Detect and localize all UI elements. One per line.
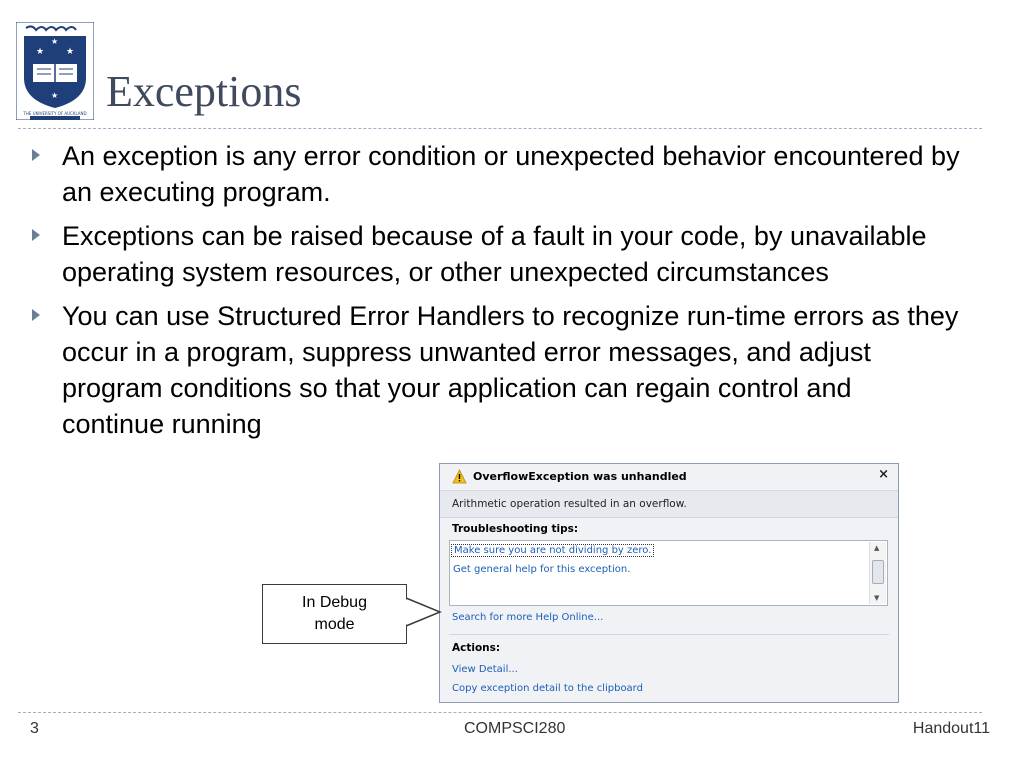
university-logo	[16, 22, 94, 120]
svg-text:★: ★	[51, 91, 59, 100]
bullet-item	[28, 138, 978, 210]
search-help-online-link[interactable]: Search for more Help Online...	[452, 612, 604, 623]
callout-line: mode	[314, 616, 355, 633]
bullet-item	[28, 298, 978, 442]
exception-dialog	[439, 463, 899, 703]
tip-link-dividing-by-zero[interactable]: Make sure you are not dividing by zero.	[451, 544, 654, 557]
tip-link-general-help[interactable]: Get general help for this exception.	[453, 564, 631, 575]
bullet-text: An exception is any error condition or unexpected behavior encountered by an executing program.	[62, 141, 960, 207]
dialog-titlebar	[440, 464, 898, 491]
handout-label: Handout11	[912, 720, 990, 737]
bullet-arrow-icon	[32, 309, 40, 321]
page-number: 3	[30, 720, 39, 737]
scroll-down-icon[interactable]: ▼	[874, 594, 880, 602]
course-code: COMPSCI280	[464, 720, 566, 737]
svg-text:★: ★	[51, 37, 59, 46]
slide-title: Exceptions	[106, 67, 302, 116]
scroll-up-icon[interactable]: ▲	[874, 544, 880, 552]
warning-icon	[452, 469, 467, 484]
header-divider	[18, 128, 982, 129]
close-icon[interactable]: ×	[878, 467, 889, 482]
bullet-list	[28, 138, 978, 450]
troubleshooting-label: Troubleshooting tips:	[452, 523, 579, 535]
troubleshooting-tips-list	[449, 540, 888, 606]
actions-label: Actions:	[452, 642, 501, 654]
bullet-text: Exceptions can be raised because of a fault in your code, by unavailable operating system resources, or other unexpected circumstances	[62, 221, 927, 287]
dialog-divider	[449, 634, 889, 635]
debug-mode-callout	[262, 584, 407, 644]
svg-text:★: ★	[36, 47, 45, 57]
university-crest-icon	[16, 22, 94, 120]
scroll-thumb[interactable]	[872, 560, 884, 584]
view-detail-link[interactable]: View Detail...	[452, 664, 518, 675]
dialog-message: Arithmetic operation resulted in an overflow.	[440, 491, 898, 518]
dialog-title: OverflowException was unhandled	[473, 470, 687, 483]
svg-text:★: ★	[66, 47, 75, 57]
callout-line: In Debug	[302, 594, 367, 611]
bullet-item	[28, 218, 978, 290]
svg-text:THE UNIVERSITY OF AUCKLAND: THE UNIVERSITY OF AUCKLAND	[23, 111, 87, 116]
tips-scrollbar[interactable]	[869, 542, 886, 604]
bullet-arrow-icon	[32, 149, 40, 161]
footer-divider	[18, 712, 982, 713]
copy-exception-detail-link[interactable]: Copy exception detail to the clipboard	[452, 683, 643, 694]
bullet-text: You can use Structured Error Handlers to recognize run-time errors as they occur in a program, suppress unwanted error messages, and adjust program conditions so that your application can regain control and continue running	[62, 301, 959, 439]
bullet-arrow-icon	[32, 229, 40, 241]
